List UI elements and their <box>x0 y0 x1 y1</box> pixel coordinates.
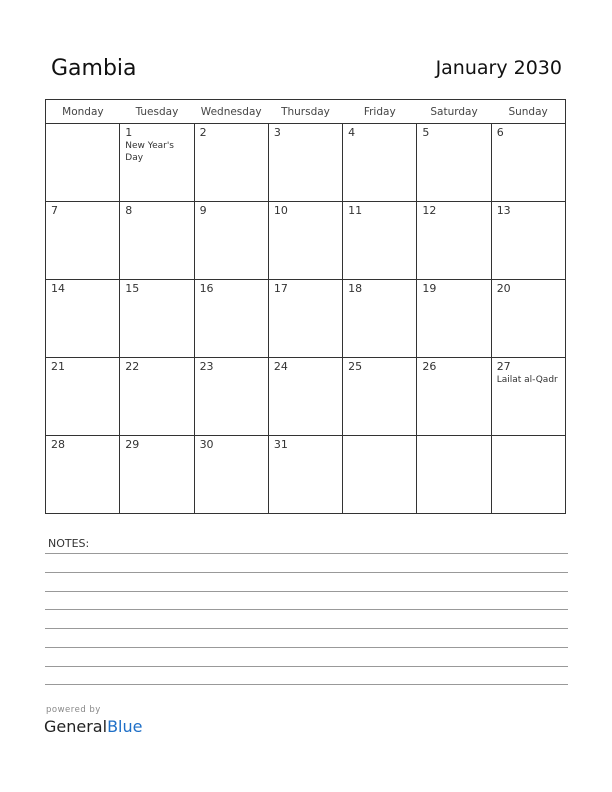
weekday-thursday: Thursday <box>268 100 342 124</box>
day-number: 17 <box>273 282 288 295</box>
day-number: 16 <box>199 282 214 295</box>
day-number: 25 <box>348 360 363 373</box>
day-number: 31 <box>273 438 288 451</box>
country-title: Gambia <box>51 56 137 81</box>
weekday-header-row <box>46 100 566 124</box>
day-cell <box>46 436 120 514</box>
day-cell <box>491 436 565 514</box>
notes-line <box>45 647 568 648</box>
week-row <box>46 202 566 280</box>
day-cell <box>343 358 417 436</box>
day-number: 20 <box>496 282 511 295</box>
day-number <box>46 124 119 126</box>
day-number: 10 <box>273 204 288 217</box>
day-number: 27 <box>496 360 511 373</box>
notes-line <box>45 628 568 629</box>
day-cell <box>491 280 565 358</box>
month-title: January 2030 <box>435 57 562 79</box>
weekday-friday: Friday <box>343 100 417 124</box>
day-number: 14 <box>51 282 65 295</box>
weekday-wednesday: Wednesday <box>194 100 268 124</box>
day-number: 7 <box>51 204 58 217</box>
day-number: 30 <box>199 438 214 451</box>
day-cell <box>120 280 194 358</box>
day-number: 8 <box>125 204 133 217</box>
weekday-sunday: Sunday <box>491 100 565 124</box>
day-cell <box>268 280 342 358</box>
holiday-label: Lailat al-Qadr <box>496 375 558 385</box>
day-number: 29 <box>125 438 140 451</box>
day-number: 24 <box>273 360 288 373</box>
day-number: 5 <box>422 126 430 139</box>
weekday-tuesday: Tuesday <box>120 100 194 124</box>
notes-line <box>45 572 568 573</box>
day-number: 11 <box>348 204 363 217</box>
day-number <box>417 436 490 438</box>
day-cell <box>268 202 342 280</box>
day-cell <box>194 202 268 280</box>
day-number: 1 <box>125 126 133 139</box>
day-cell <box>120 358 194 436</box>
day-cell <box>343 202 417 280</box>
brand-general: General <box>44 717 108 736</box>
day-number <box>343 436 416 438</box>
day-number: 26 <box>422 360 437 373</box>
day-cell <box>194 358 268 436</box>
weekday-monday: Monday <box>46 100 120 124</box>
weekday-saturday: Saturday <box>417 100 491 124</box>
holiday-label: New Year's Day <box>125 141 174 163</box>
day-cell <box>343 124 417 202</box>
notes-line <box>45 684 568 685</box>
day-cell <box>194 436 268 514</box>
day-number: 28 <box>51 438 65 451</box>
brand-logo <box>44 717 142 736</box>
powered-by-text: powered by <box>46 705 101 715</box>
week-row <box>46 280 566 358</box>
day-cell <box>120 436 194 514</box>
day-cell <box>491 124 565 202</box>
day-cell <box>417 358 491 436</box>
notes-line <box>45 553 568 554</box>
day-cell <box>343 436 417 514</box>
day-number: 4 <box>348 126 356 139</box>
day-cell <box>268 358 342 436</box>
day-cell <box>268 124 342 202</box>
notes-line <box>45 666 568 667</box>
day-number: 6 <box>496 126 504 139</box>
day-cell <box>194 124 268 202</box>
day-number: 13 <box>496 204 511 217</box>
day-number: 21 <box>51 360 65 373</box>
day-cell <box>491 358 565 436</box>
day-cell <box>491 202 565 280</box>
day-number: 3 <box>273 126 281 139</box>
day-number: 19 <box>422 282 437 295</box>
day-number <box>492 436 565 438</box>
day-number: 2 <box>199 126 207 139</box>
day-cell <box>46 358 120 436</box>
day-cell <box>343 280 417 358</box>
notes-line <box>45 609 568 610</box>
day-cell <box>120 202 194 280</box>
notes-line <box>45 591 568 592</box>
day-number: 12 <box>422 204 437 217</box>
day-cell <box>120 124 194 202</box>
week-row <box>46 124 566 202</box>
day-number: 15 <box>125 282 140 295</box>
day-number: 23 <box>199 360 214 373</box>
day-cell <box>417 280 491 358</box>
day-cell <box>194 280 268 358</box>
day-cell <box>268 436 342 514</box>
day-number: 22 <box>125 360 140 373</box>
day-cell <box>46 124 120 202</box>
week-row <box>46 436 566 514</box>
day-cell <box>417 436 491 514</box>
day-number: 9 <box>199 204 207 217</box>
day-cell <box>46 202 120 280</box>
week-row <box>46 358 566 436</box>
calendar-grid <box>45 99 566 514</box>
notes-label: NOTES: <box>48 537 90 550</box>
day-cell <box>46 280 120 358</box>
day-number: 18 <box>348 282 363 295</box>
brand-blue: Blue <box>107 717 143 736</box>
day-cell <box>417 124 491 202</box>
day-cell <box>417 202 491 280</box>
